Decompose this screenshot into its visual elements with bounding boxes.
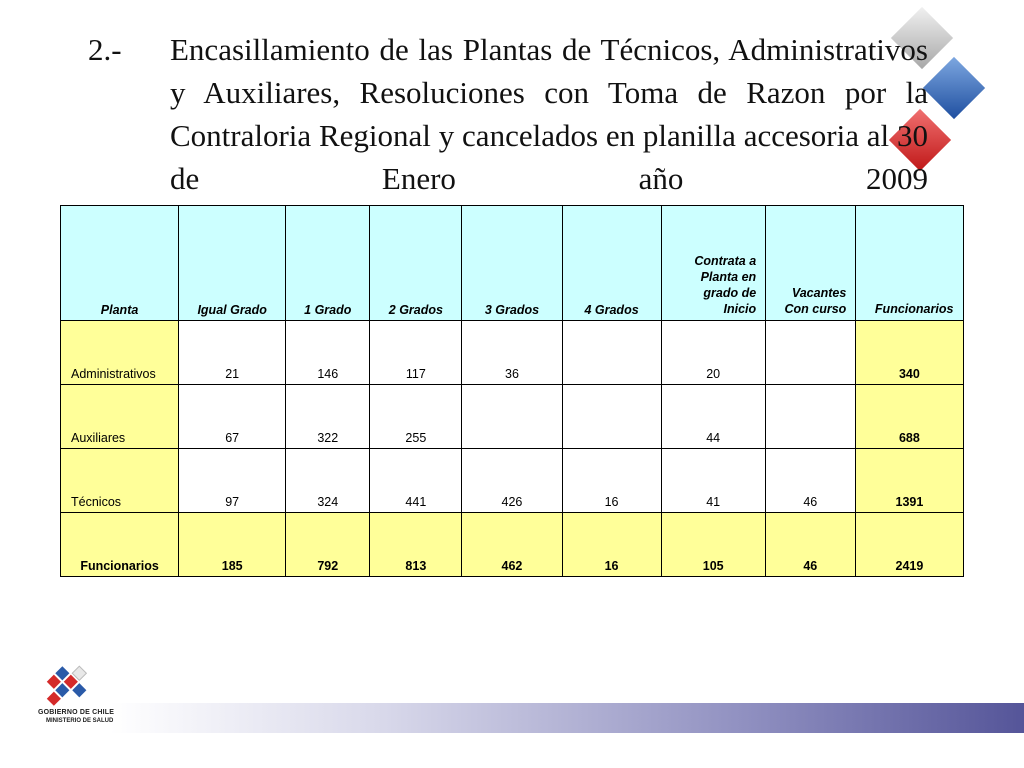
table-row: [61, 385, 964, 449]
table-cell: 426: [462, 449, 562, 513]
row-total: 340: [855, 321, 963, 385]
totals-cell: 16: [562, 513, 661, 577]
table-cell: 16: [562, 449, 661, 513]
table-cell: 146: [286, 321, 370, 385]
table-cell: 20: [661, 321, 765, 385]
header-cell: Planta: [61, 206, 179, 321]
table-cell: [562, 321, 661, 385]
table-cell: [562, 385, 661, 449]
table-cell: 117: [370, 321, 462, 385]
title-text: Encasillamiento de las Plantas de Técnicos, Administrativos y Auxiliares, Resoluciones con Toma de Razon por la Contraloria Regional y cancelados en planilla accesoria al 30 de Enero año 2009: [170, 32, 928, 196]
row-total: 688: [855, 385, 963, 449]
header-cell: Igual Grado: [179, 206, 286, 321]
totals-cell: 792: [286, 513, 370, 577]
header-cell-text: Vacantes Con curso: [784, 286, 847, 316]
row-label: Técnicos: [61, 449, 179, 513]
totals-cell: 185: [179, 513, 286, 577]
table-cell: 324: [286, 449, 370, 513]
table-cell: 441: [370, 449, 462, 513]
header-row: [61, 206, 964, 321]
table-row: [61, 321, 964, 385]
header-cell: 1 Grado: [286, 206, 370, 321]
table-cell: [765, 385, 855, 449]
header-cell: [855, 206, 963, 321]
table-cell: 67: [179, 385, 286, 449]
totals-label: Funcionarios: [61, 513, 179, 577]
slide-title: [88, 28, 928, 200]
table-cell: 41: [661, 449, 765, 513]
header-cell: 3 Grados: [462, 206, 562, 321]
table-cell: 36: [462, 321, 562, 385]
table-cell: 46: [765, 449, 855, 513]
totals-cell: 46: [765, 513, 855, 577]
government-logo: [28, 660, 108, 740]
row-label: Auxiliares: [61, 385, 179, 449]
row-label: Administrativos: [61, 321, 179, 385]
table-cell: 44: [661, 385, 765, 449]
totals-cell: 462: [462, 513, 562, 577]
totals-row: [61, 513, 964, 577]
logo-text-line1: GOBIERNO DE CHILE: [38, 709, 115, 716]
row-total: 1391: [855, 449, 963, 513]
table-cell: 322: [286, 385, 370, 449]
table-row: [61, 449, 964, 513]
header-cell: [661, 206, 765, 321]
table-cell: 255: [370, 385, 462, 449]
header-cell-text: Funcionarios: [874, 302, 954, 316]
table-cell: 97: [179, 449, 286, 513]
data-table: [60, 205, 964, 577]
title-number: 2.-: [88, 32, 122, 67]
table-cell: 21: [179, 321, 286, 385]
grand-total: 2419: [855, 513, 963, 577]
totals-cell: 813: [370, 513, 462, 577]
header-cell-text: Contrata a Planta en grado de Inicio: [694, 254, 757, 316]
header-cell: 2 Grados: [370, 206, 462, 321]
cube-blue: [923, 57, 985, 119]
table-cell: [462, 385, 562, 449]
footer-gradient-bar: [110, 703, 1024, 733]
table-cell: [765, 321, 855, 385]
totals-cell: 105: [661, 513, 765, 577]
header-cell: 4 Grados: [562, 206, 661, 321]
header-cell: [765, 206, 855, 321]
logo-text-line2: MINISTERIO DE SALUD: [46, 718, 114, 724]
